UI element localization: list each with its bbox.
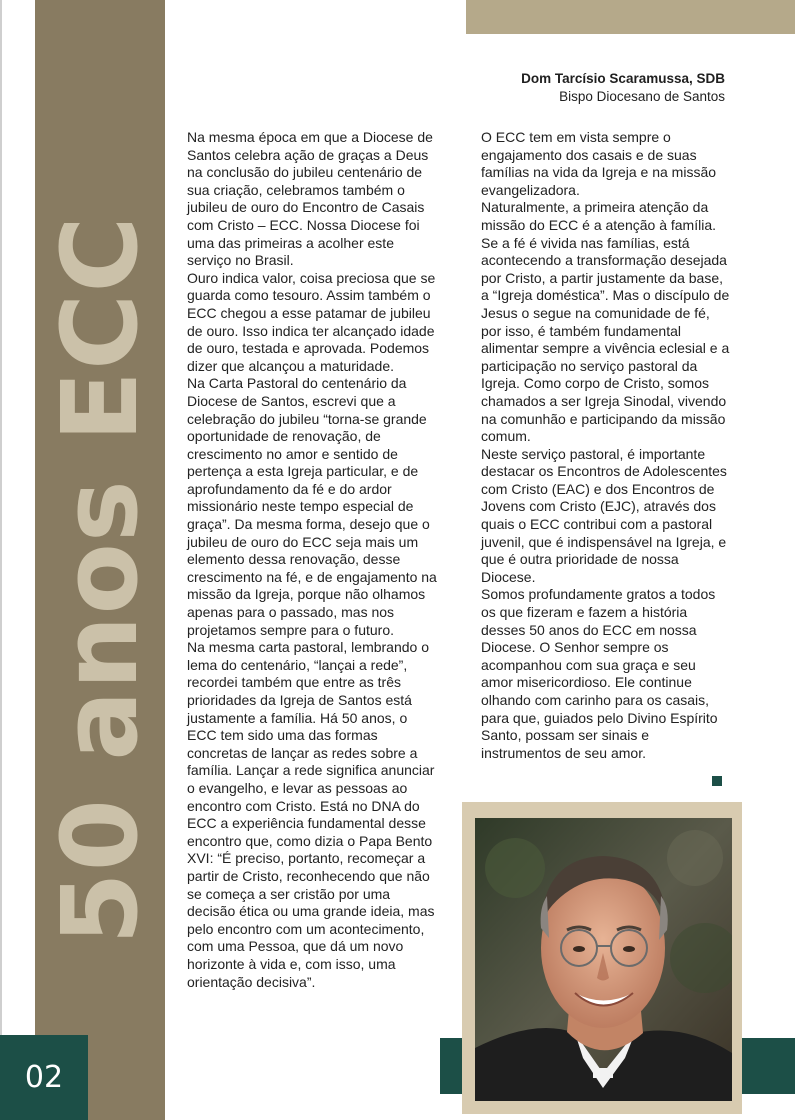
bishop-portrait-photo — [475, 818, 732, 1101]
top-accent-bar — [466, 0, 795, 34]
paragraph: Ouro indica valor, coisa preciosa que se guarda como tesouro. Assim também o ECC chegou a esse patamar de jubileu de ouro. Isso indica ter alcançado idade de ouro, testada e aprovada. Podemos dizer que alcançou a maturidade. — [187, 269, 436, 374]
paragraph: Na Carta Pastoral do centenário da Diocese de Santos, escrevi que a celebração do jubileu “torna-se grande oportunidade de renovação, de crescimento no amor e sentido de pertença a esta Igreja particular, e de aprofundamento da fé e do ardor missionário neste tempo especial de graça”. Da mesma forma, desejo que o jubileu de ouro do ECC seja mais um elemento dessa renovação, desse crescimento na fé, e de engajamento na missão da Igreja, porque não olhamos apenas para o passado, mas nos projetamos sempre para o futuro. — [187, 375, 437, 638]
author-name: Dom Tarcísio Scaramussa, SDB — [521, 71, 725, 86]
paragraph: Na mesma época em que a Diocese de Santos celebra ação de graças a Deus na conclusão do jubileu centenário de sua criação, celebramos também o jubileu de ouro do Encontro de Casais com Cristo – ECC. Nossa Diocese foi uma das primeiras a acolher este serviço no Brasil. — [187, 129, 433, 269]
text-column-right — [481, 129, 731, 762]
side-title: 50 anos ECC — [39, 215, 161, 945]
paragraph: Na mesma carta pastoral, lembrando o lema do centenário, “lançai a rede”, recordei também que entre as três prioridades da Igreja de Santos está justamente a família. Há 50 anos, o ECC tem sido uma das formas concretas de lançar as redes sobre a família. Lançar a rede significa anunciar o evangelho, e levar as pessoas ao encontro com Cristo. Está no DNA do ECC a experiência fundamental desse encontro que, como dizia o Papa Bento XVI: “É preciso, portanto, recomeçar a partir de Cristo, reconhecendo que não se começa a ser cristão por uma decisão ética ou uma grande ideia, mas pelo encontro com um acontecimento, com uma Pessoa, que dá um novo horizonte à vida e, com isso, uma orientação decisiva”. — [187, 639, 435, 990]
paragraph: Neste serviço pastoral, é importante destacar os Encontros de Adolescentes com Cristo (EAC) e dos Encontros de Jovens com Cristo (EJC), através dos quais o ECC contribui com a pastoral juvenil, que é indispensável na Igreja, e que é outra prioridade de nossa Diocese. — [481, 445, 727, 585]
text-column-left — [187, 129, 437, 991]
author-block — [521, 70, 725, 106]
author-role: Bispo Diocesano de Santos — [559, 89, 725, 104]
page-left-edge — [0, 0, 2, 1120]
paragraph: Somos profundamente gratos a todos os que fizeram e fazem a história desses 50 anos do ECC em nossa Diocese. O Senhor sempre os acompanhou com sua graça e seu amor misericordioso. Ele continue olhando com carinho para os casais, para que, guiados pelo Divino Espírito Santo, possam ser sinais e instrumentos de seu amor. — [481, 586, 718, 761]
portrait-illustration — [475, 818, 732, 1101]
end-of-text-square-icon — [712, 776, 722, 786]
paragraph: Naturalmente, a primeira atenção da missão do ECC é a atenção à família. Se a fé é vivida nas famílias, está acontecendo a transformação desejada por Cristo, a partir justamente da base, a “Igreja doméstica”. Mas o discípulo de Jesus o segue na comunidade de fé, por isso, é também fundamental alimentar sempre a vivência eclesial e a participação no serviço pastoral da Igreja. Como corpo de Cristo, somos chamados a ser Igreja Sinodal, vivendo na comunhão e participando da missão comum. — [481, 199, 730, 445]
paragraph: O ECC tem em vista sempre o engajamento dos casais e de suas famílias na vida da Igreja e na missão evangelizadora. — [481, 129, 717, 198]
page-number: 02 — [24, 1060, 64, 1095]
